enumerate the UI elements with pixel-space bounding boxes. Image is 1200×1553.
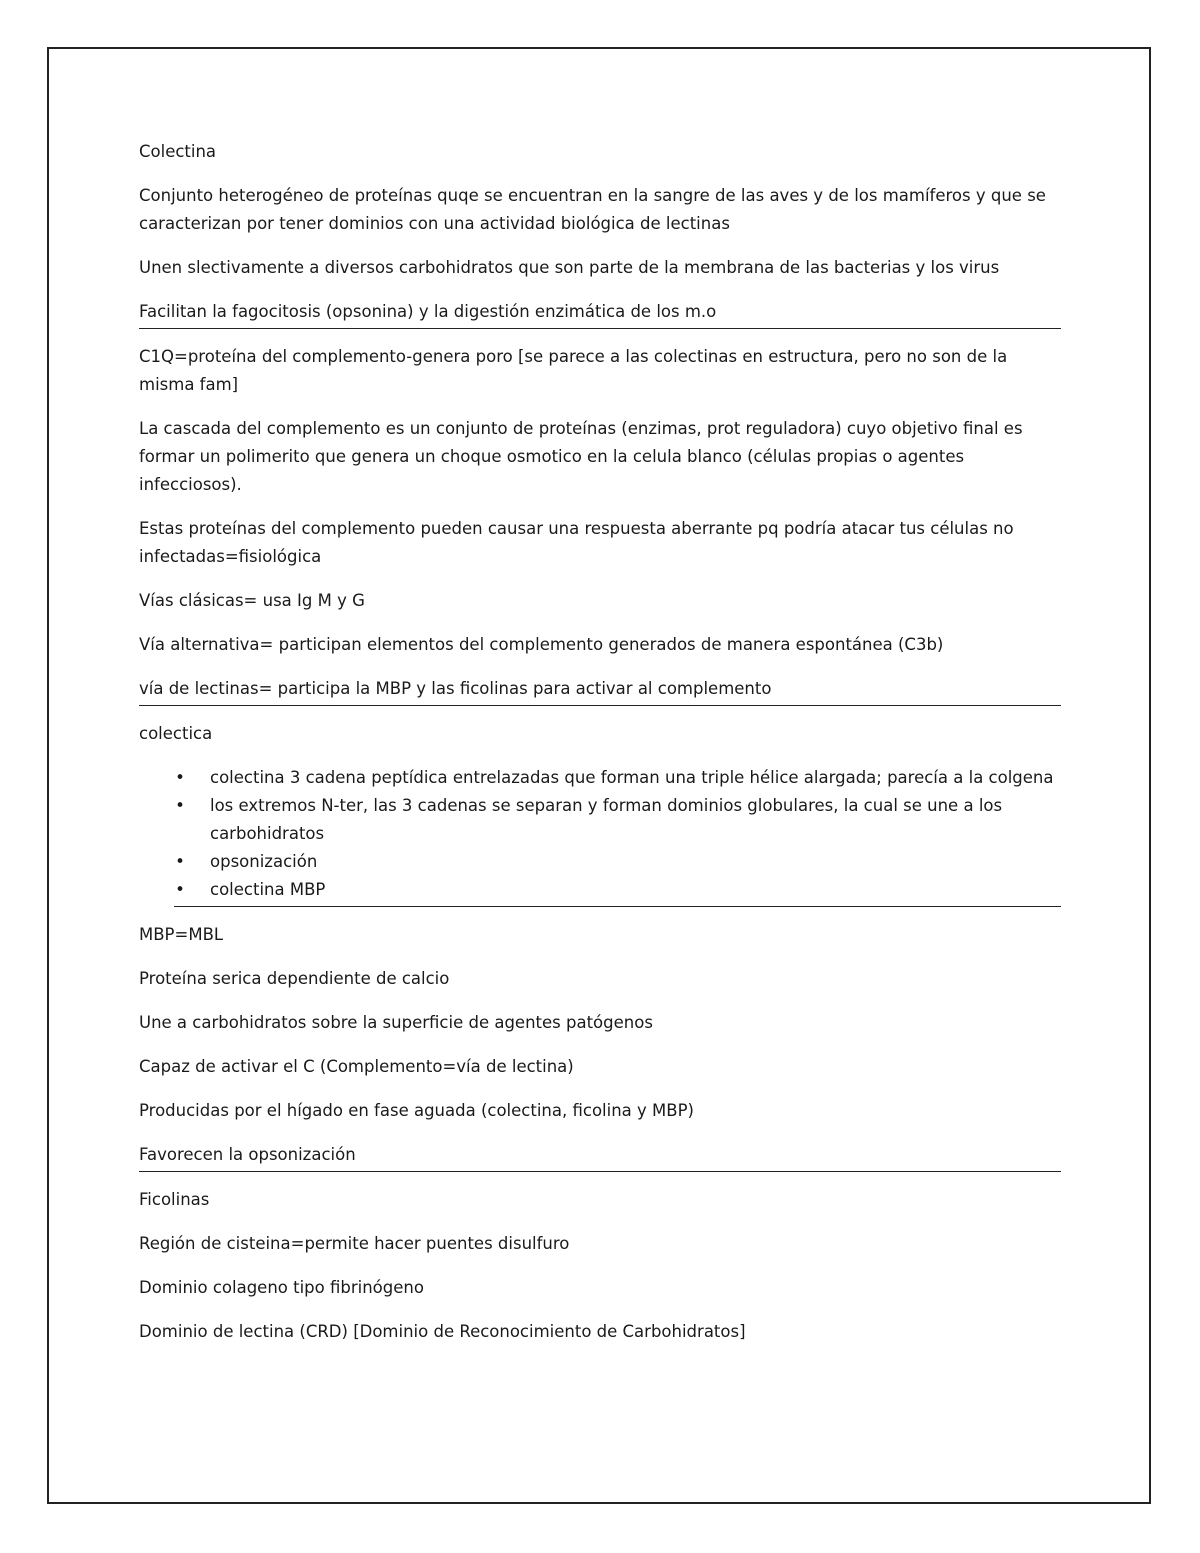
list-item bbox=[139, 876, 1061, 904]
list-item-text: los extremos N-ter, las 3 cadenas se separan y forman dominios globulares, la cual se une a los carbohidratos bbox=[210, 796, 1003, 843]
list-item-text: colectina MBP bbox=[210, 880, 326, 899]
paragraph: Conjunto heterogéneo de proteínas quqe se encuentran en la sangre de las aves y de los mamíferos y que se caracterizan por tener dominios con una actividad biológica de lectinas bbox=[139, 186, 1046, 233]
list-item bbox=[139, 764, 1061, 792]
bullet-list bbox=[139, 764, 1061, 904]
paragraph: C1Q=proteína del complemento-genera poro [se parece a las colectinas en estructura, pero no son de la misma fam] bbox=[139, 347, 1008, 394]
section-divider bbox=[139, 328, 1061, 329]
paragraph: La cascada del complemento es un conjunto de proteínas (enzimas, prot reguladora) cuyo objetivo final es formar un polimerito que genera un choque osmotico en la celula blanco (células propias o agentes infecciosos). bbox=[139, 419, 1023, 494]
paragraph: Une a carbohidratos sobre la superficie de agentes patógenos bbox=[139, 1013, 653, 1032]
bullet-icon: • bbox=[175, 768, 185, 787]
section-divider bbox=[139, 1171, 1061, 1172]
paragraph: Dominio de lectina (CRD) [Dominio de Reconocimiento de Carbohidratos] bbox=[139, 1322, 746, 1341]
bullet-icon: • bbox=[175, 852, 185, 871]
list-item-text: colectina 3 cadena peptídica entrelazadas que forman una triple hélice alargada; parecía a la colgena bbox=[210, 768, 1054, 787]
paragraph: Producidas por el hígado en fase aguada (colectina, ficolina y MBP) bbox=[139, 1101, 694, 1120]
section-divider bbox=[174, 906, 1061, 907]
bullet-icon: • bbox=[175, 796, 185, 815]
paragraph: Capaz de activar el C (Complemento=vía de lectina) bbox=[139, 1057, 574, 1076]
paragraph: Dominio colageno tipo fibrinógeno bbox=[139, 1278, 424, 1297]
paragraph: vía de lectinas= participa la MBP y las ficolinas para activar al complemento bbox=[139, 679, 772, 698]
paragraph: Facilitan la fagocitosis (opsonina) y la digestión enzimática de los m.o bbox=[139, 302, 717, 321]
document-body bbox=[139, 138, 1061, 1362]
paragraph: Vía alternativa= participan elementos del complemento generados de manera espontánea (C3b) bbox=[139, 635, 944, 654]
paragraph: Región de cisteina=permite hacer puentes disulfuro bbox=[139, 1234, 570, 1253]
paragraph: Vías clásicas= usa Ig M y G bbox=[139, 591, 365, 610]
paragraph: Unen slectivamente a diversos carbohidratos que son parte de la membrana de las bacterias y los virus bbox=[139, 258, 1000, 277]
list-item bbox=[139, 792, 1061, 848]
paragraph: Proteína serica dependiente de calcio bbox=[139, 969, 450, 988]
heading-mbp: MBP=MBL bbox=[139, 925, 224, 944]
bullet-icon: • bbox=[175, 880, 185, 899]
section-divider bbox=[139, 705, 1061, 706]
list-item bbox=[139, 848, 1061, 876]
paragraph: Estas proteínas del complemento pueden causar una respuesta aberrante pq podría atacar tus células no infectadas=fisiológica bbox=[139, 519, 1014, 566]
list-item-text: opsonización bbox=[210, 852, 318, 871]
heading-colectica: colectica bbox=[139, 724, 213, 743]
heading-colectina: Colectina bbox=[139, 142, 217, 161]
paragraph: Favorecen la opsonización bbox=[139, 1145, 356, 1164]
heading-ficolinas: Ficolinas bbox=[139, 1190, 210, 1209]
